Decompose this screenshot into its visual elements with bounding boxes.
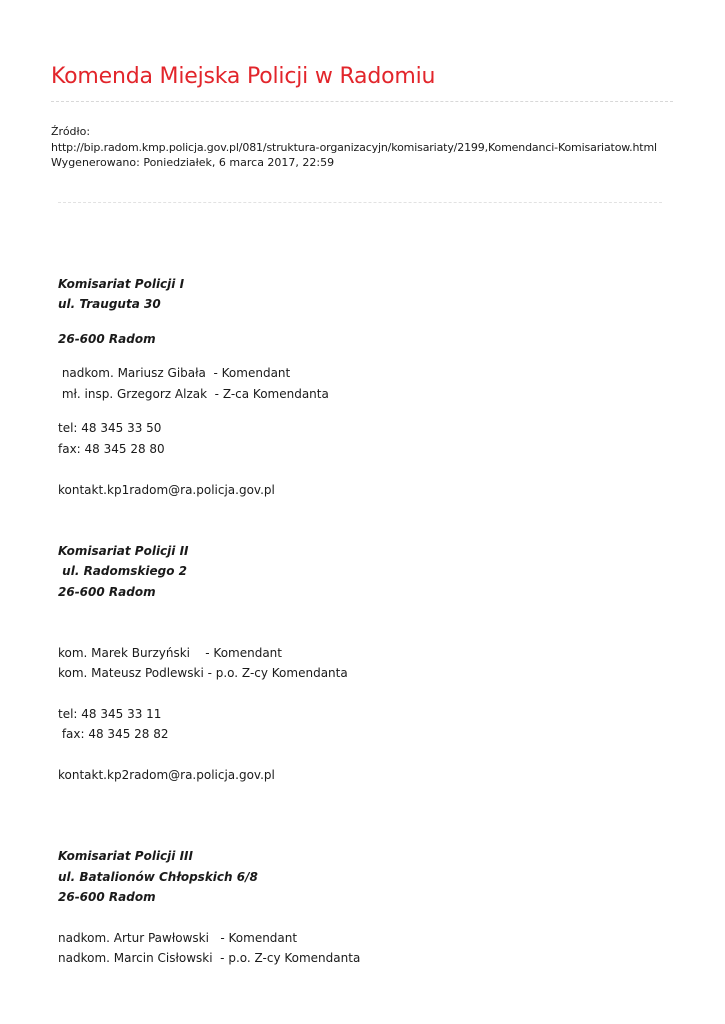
- staff-deputy: nadkom. Marcin Cisłowski - p.o. Z-cy Komendanta: [58, 951, 361, 965]
- station-name: Komisariat Policji I: [58, 277, 185, 291]
- station-email: kontakt.kp1radom@ra.policja.gov.pl: [58, 483, 275, 497]
- staff-deputy: mł. insp. Grzegorz Alzak - Z-ca Komendanta: [58, 387, 329, 401]
- staff-commander: nadkom. Artur Pawłowski - Komendant: [58, 931, 298, 945]
- station-street: ul. Radomskiego 2: [58, 564, 187, 578]
- station-street: ul. Trauguta 30: [58, 297, 161, 311]
- page-title: Komenda Miejska Policji w Radomiu: [51, 64, 436, 89]
- station-tel: tel: 48 345 33 11: [58, 707, 162, 721]
- document-meta: [51, 124, 657, 171]
- station-city: 26-600 Radom: [58, 332, 156, 346]
- station-tel: tel: 48 345 33 50: [58, 421, 162, 435]
- station-name: Komisariat Policji II: [58, 544, 189, 558]
- source-url: http://bip.radom.kmp.policja.gov.pl/081/struktura-organizacyjn/komisariaty/2199,Komendanci-Komisariatow.html: [51, 140, 657, 154]
- staff-commander: nadkom. Mariusz Gibała - Komendant: [58, 366, 291, 380]
- station-name: Komisariat Policji III: [58, 849, 193, 863]
- station-fax: fax: 48 345 28 80: [58, 442, 165, 456]
- staff-deputy: kom. Mateusz Podlewski - p.o. Z-cy Komendanta: [58, 666, 348, 680]
- staff-commander: kom. Marek Burzyński - Komendant: [58, 646, 282, 660]
- station-fax: fax: 48 345 28 82: [58, 727, 169, 741]
- station-city: 26-600 Radom: [58, 585, 156, 599]
- meta-divider: [58, 202, 662, 203]
- station-city: 26-600 Radom: [58, 890, 156, 904]
- generated-timestamp: Wygenerowano: Poniedziałek, 6 marca 2017, 22:59: [51, 156, 335, 169]
- header-divider: [51, 101, 673, 102]
- station-street: ul. Batalionów Chłopskich 6/8: [58, 870, 258, 884]
- source-label: Źródło:: [51, 125, 91, 138]
- station-email: kontakt.kp2radom@ra.policja.gov.pl: [58, 768, 275, 782]
